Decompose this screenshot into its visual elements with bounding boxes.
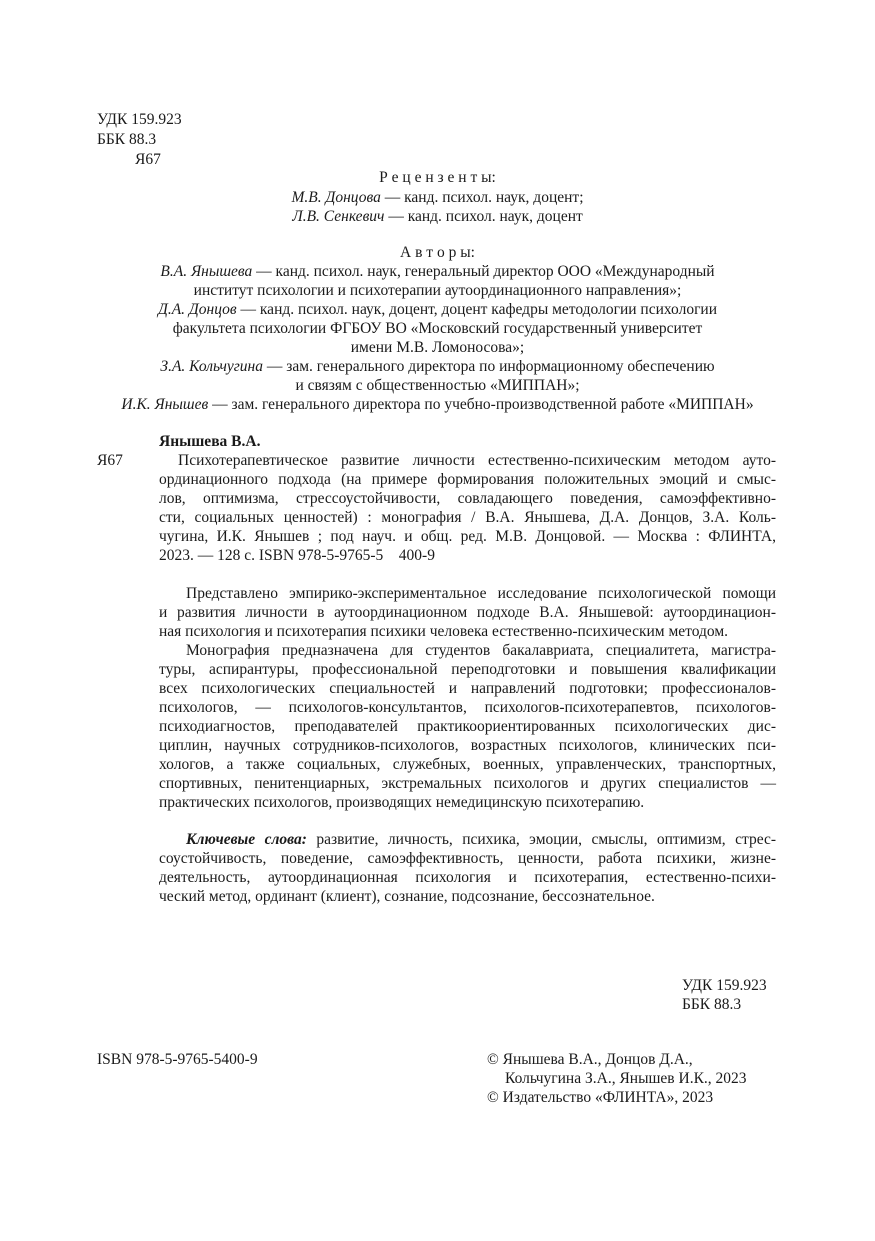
bib-line: лов, оптимизма, стрессоустойчивости, совладающего поведения, самоэффективно- [159,490,776,507]
bib-line: Психотерапевтическое развитие личности естественно-психическим методом ауто- [178,452,776,469]
keywords-text: развитие, личность, психика, эмоции, смыслы, оптимизм, стрес- [306,831,776,848]
author-line: институт психологии и психотерапии аутоординационного направления»; [193,282,682,299]
author-line: и связям с общественностью «МИППАН»; [295,377,580,394]
annotation-line: Монография предназначена для студентов бакалавриата, специалитета, магистра- [186,642,776,659]
author-name: И.К. Янышев [121,396,209,413]
author-name: Д.А. Донцов [157,301,237,318]
reviewer-item [0,207,875,226]
annotation-line: психодиагностов, преподавателей практикоориентированных психологических дис- [159,718,776,735]
author-line: факультета психологии ФГБОУ ВО «Московский государственный университет [172,320,703,337]
author-desc: — зам. генерального директора по учебно-производственной работе «МИППАН» [208,396,754,413]
keywords-line: соустойчивость, поведение, самоэффективность, ценности, работа психики, жизне- [159,850,776,867]
bib-author-heading: Янышева В.А. [159,433,261,450]
keywords-label: Ключевые слова: [186,831,307,848]
author-desc: — канд. психол. наук, доцент, доцент кафедры методологии психологии [236,301,718,318]
author-line [0,300,875,319]
annotation-line: ная психология и психотерапия психики человека естественно-психическим методом. [159,623,729,640]
bib-line: сти, социальных ценностей) : монография / В.А. Янышева, Д.А. Донцов, З.А. Коль- [159,509,776,526]
author-line: имени М.В. Ломоносова»; [350,339,525,356]
annotation-line: психологов, — психологов-консультантов, психологов-психотерапевтов, психологов- [159,699,776,716]
annotation-line: практических психологов, производящих немедицинскую психотерапию. [159,794,645,811]
bottom-bbk-code: ББК 88.3 [682,996,742,1013]
author-sign: Я67 [135,151,161,168]
udk-code: УДК 159.923 [97,111,182,128]
author-desc: — канд. психол. наук, генеральный директор ООО «Международный [252,263,715,280]
bib-author-sign: Я67 [97,452,123,469]
author-line [0,395,875,414]
copyright-publisher: © Издательство «ФЛИНТА», 2023 [487,1089,714,1106]
bbk-code: ББК 88.3 [97,131,157,148]
keywords-line: деятельность, аутоординационная психология и психотерапия, естественно-психи- [159,869,776,886]
isbn: ISBN 978-5-9765-5400-9 [97,1051,258,1068]
keywords-line [186,830,776,849]
copyright-authors-cont: Кольчугина З.А., Янышев И.К., 2023 [505,1070,747,1087]
bib-line: чугина, И.К. Янышев ; под науч. и общ. ред. М.В. Донцовой. — Москва : ФЛИНТА, [159,528,776,545]
annotation-line: туры, аспирантуры, профессиональной переподготовки и повышения квалификации [159,661,776,678]
author-name: З.А. Кольчугина [160,358,263,375]
keywords-line: ческий метод, ординант (клиент), сознание, подсознание, бессознательное. [159,888,655,905]
bib-line: ординационного подхода (на примере формирования положительных эмоций и смыс- [159,471,776,488]
annotation-line: спортивных, пенитенциарных, экстремальных психологов и других специалистов — [159,775,776,792]
annotation-line: всех психологических специальностей и направлений подготовки; профессионалов- [159,680,776,697]
author-name: В.А. Янышева [160,263,253,280]
copyright-authors: © Янышева В.А., Донцов Д.А., [487,1051,693,1068]
annotation-line: циплин, научных сотрудников-психологов, возрастных психологов, клинических пси- [159,737,776,754]
author-line [0,357,875,376]
reviewer-name: М.В. Донцова [291,189,381,206]
author-line [0,262,875,281]
annotation-line: хологов, а также социальных, служебных, военных, управленческих, транспортных, [159,756,776,773]
reviewer-item [0,188,875,207]
annotation-line: и развития личности в аутоординационном подходе В.А. Янышевой: аутоординацион- [159,604,776,621]
author-desc: — зам. генерального директора по информационному обеспечению [262,358,715,375]
authors-heading: А в т о р ы: [400,244,475,261]
reviewer-name: Л.В. Сенкевич [292,208,385,225]
reviewers-heading: Р е ц е н з е н т ы: [379,169,496,186]
bottom-udk-code: УДК 159.923 [682,977,767,994]
bib-line: 2023. — 128 с. ISBN 978-5-9765-5 400-9 [159,547,435,564]
reviewer-desc: — канд. психол. наук, доцент [384,208,583,225]
reviewer-desc: — канд. психол. наук, доцент; [380,189,584,206]
annotation-line: Представлено эмпирико-экспериментальное исследование психологической помощи [186,585,776,602]
